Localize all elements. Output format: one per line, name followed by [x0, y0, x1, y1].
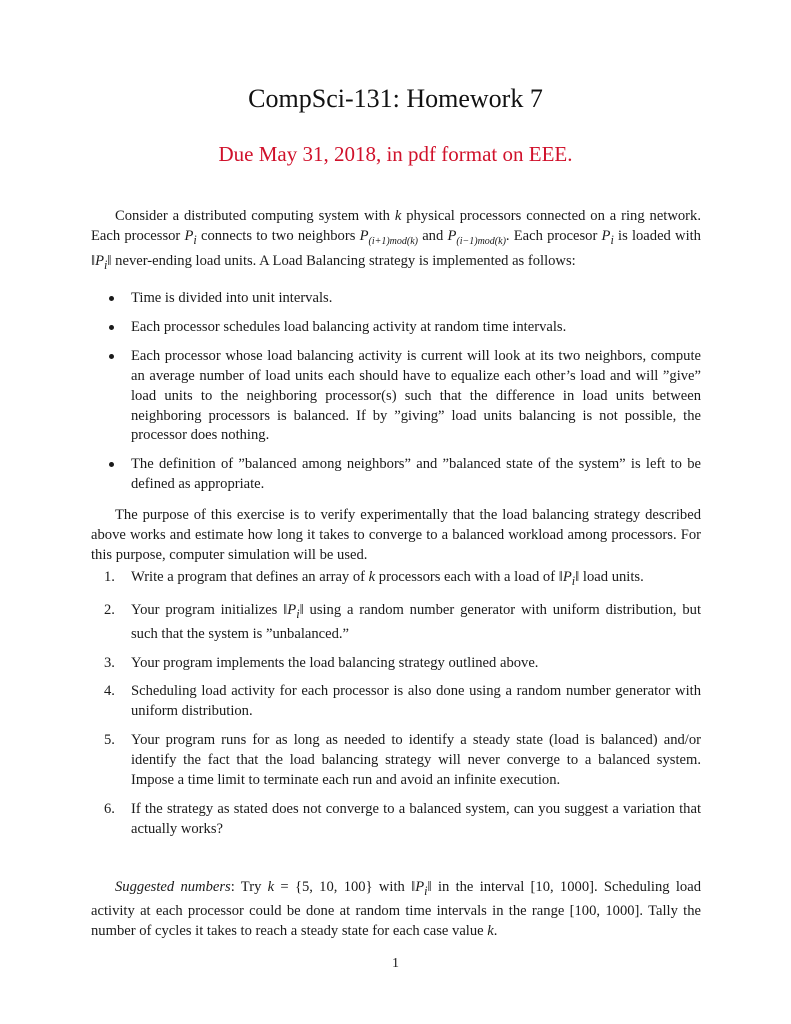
steps-list: [91, 568, 701, 849]
suggested-numbers-paragraph: Suggested numbers: Try k = {5, 10, 100} with $‖P_i‖$ in the interval [10, 1000]. Scheduling load activity at each processor could be done at random time intervals in the range [100, 1000]. Tally the number of cycles it takes to reach a steady state for each case value k.: [91, 879, 701, 939]
list-item: Each processor schedules load balancing activity at random time intervals.: [91, 318, 701, 338]
page-title: CompSci-131: Homework 7: [248, 84, 543, 113]
list-item: 2. Your program initializes $‖P_i‖$ using a random number generator with uniform distribution, but such that the system is ”unbalanced.”: [104, 601, 701, 642]
purpose-paragraph: The purpose of this exercise is to verify experimentally that the load balancing strategy described above works and estimate how long it takes to converge to a balanced workload among processors. For this purpose, computer simulation will be used.: [91, 507, 701, 563]
list-item: Time is divided into unit intervals.: [91, 289, 701, 309]
list-item: 5. Your program runs for as long as needed to identify a steady state (load is balanced) and/or identify the fact that the load balancing strategy will never converge to a balanced system. Impose a time limit to terminate each run and avoid an infinite execution.: [104, 732, 701, 789]
list-item: 4. Scheduling load activity for each processor is also done using a random number generator with uniform distribution.: [104, 683, 701, 720]
list-item: 6. If the strategy as stated does not converge to a balanced system, can you suggest a variation that actually works?: [104, 800, 701, 837]
strategy-bullet-list: [91, 289, 701, 504]
due-date: Due May 31, 2018, in pdf format on EEE.: [218, 142, 573, 166]
list-item: 1. Write a program that defines an array of k processors each with a load of $‖P_i‖$ load units.: [104, 569, 644, 588]
intro-paragraph: Consider a distributed computing system with k physical processors connected on a ring network. Each processor $P_i$ connects to two neighbors $P_{(i+1)mod(k)}$ and $P_{(i-1)mod(k)}$. Each procesor $P_i$ is loaded with $‖P_i‖$ never-ending load units. A Load Balancing strategy is implemented as follows:: [91, 208, 701, 272]
list-item: Each processor whose load balancing activity is current will look at its two neighbors, compute an average number of load units each should have to equalize each other’s load and will ”give” load units to the neighboring processor(s) such that the difference in load units between neighboring processors is balanced. If by ”giving” load units balancing is not possible, the processor does nothing.: [91, 347, 701, 447]
list-item: The definition of ”balanced among neighbors” and ”balanced state of the system” is left to be defined as appropriate.: [91, 455, 701, 495]
page-number: 1: [392, 956, 399, 971]
list-item: 3. Your program implements the load balancing strategy outlined above.: [104, 654, 539, 671]
